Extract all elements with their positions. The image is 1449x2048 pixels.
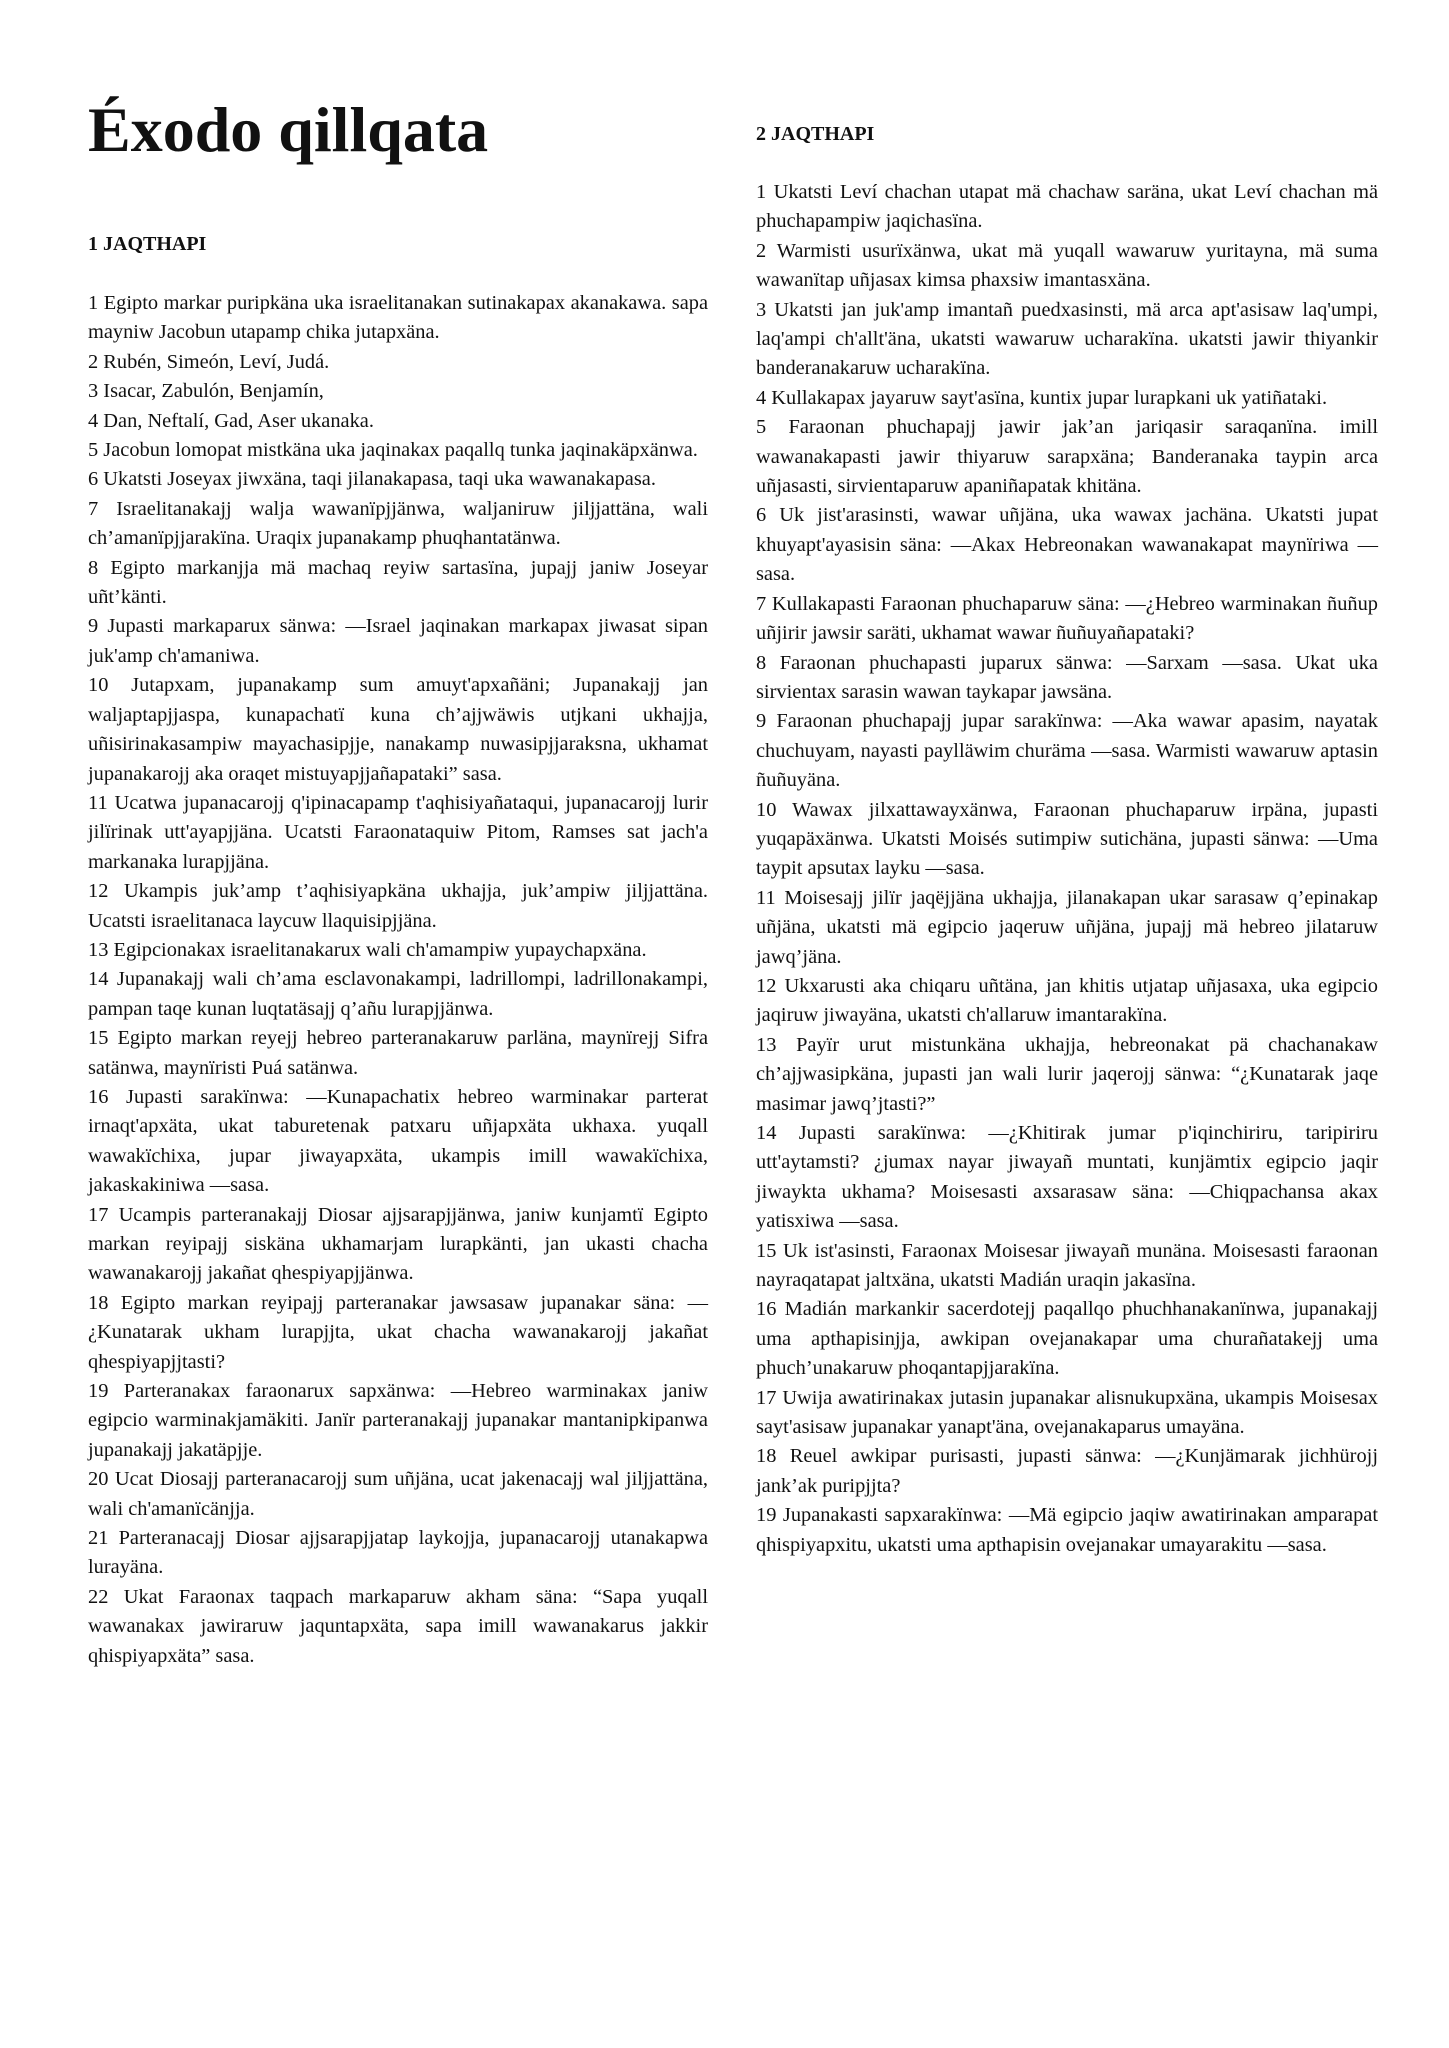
verse: 6 Ukatsti Joseyax jiwxäna, taqi jilanakapasa, taqi uka wawanakapasa.: [88, 468, 656, 491]
verse: 6 Uk jist'arasinsti, wawar uñjäna, uka wawax jachäna. Ukatsti jupat khuyapt'ayasisin säna: —Akax Hebreonakan wawanakapat maynïriwa —sasa.: [756, 504, 1378, 586]
verse: 7 Kullakapasti Faraonan phuchaparuw säna: —¿Hebreo warminakan ñuñup uñjirir jawsir saräti, ukhamat wawar ñuñuyañapataki?: [756, 592, 1378, 645]
verse: 3 Isacar, Zabulón, Benjamín,: [88, 380, 324, 403]
verse: 15 Egipto markan reyejj hebreo parteranakaruw parläna, maynïrejj Sifra satänwa, maynïristi Puá satänwa.: [88, 1027, 708, 1079]
verse: 12 Ukampis juk’amp t’aqhisiyapkäna ukhajja, juk’ampiw jiljjattäna. Ucatsti israelitanaca laycuw llaquisipjjäna.: [88, 880, 708, 932]
verse: 10 Wawax jilxattawayxänwa, Faraonan phuchaparuw irpäna, jupasti yuqapäxänwa. Ukatsti Moisés sutimpiw sutichäna, jupasti sänwa: —Uma taypit apsutax layku —sasa.: [756, 798, 1378, 880]
verse: 20 Ucat Diosajj parteranacarojj sum uñjäna, ucat jakenacajj wal jiljjattäna, wali ch'amanïcänjja.: [88, 1468, 708, 1520]
verse: 14 Jupanakajj wali ch’ama esclavonakampi, ladrillompi, ladrillonakampi, pampan taqe kunan luqtatäsajj q’añu lurapjjänwa.: [88, 968, 708, 1020]
verse: 11 Moisesajj jilïr jaqëjjäna ukhajja, jilanakapan ukar sarasaw q’epinakap uñjäna, ukatsti mä egipcio jaqeruw uñjäna, jupajj mä hebreo jilataruw jawq’jäna.: [756, 886, 1378, 968]
verse: 18 Reuel awkipar purisasti, jupasti sänwa: —¿Kunjämarak jichhürojj jank’ak puripjjta?: [756, 1445, 1378, 1497]
verse: 13 Egipcionakax israelitanakarux wali ch'amampiw yupaychapxäna.: [88, 938, 647, 961]
verse: 2 Rubén, Simeón, Leví, Judá.: [88, 350, 330, 373]
verse: 19 Parteranakax faraonarux sapxänwa: —Hebreo warminakax janiw egipcio warminakjamäkiti. Janïr parteranakajj jupanakar mantanipkipanwa jupanakajj jakatäpjje.: [88, 1380, 708, 1461]
verse: 17 Uwija awatirinakax jutasin jupanakar alisnukupxäna, ukampis Moisesax sayt'asisaw jupanakar yanapt'äna, ovejanakaparus umayäna.: [756, 1386, 1378, 1439]
verse: 1 Egipto markar puripkäna uka israelitanakan sutinakapax akanakawa. sapa mayniw Jacobun utapamp chika jutapxäna.: [88, 292, 708, 344]
chapter-1-verses: [88, 289, 708, 1671]
verse: 5 Faraonan phuchapajj jawir jak’an jariqasir saraqanïna. imill wawanakapasti jawir thiyaruw sarapxäna; Banderanaka taypin arca uñjasasti, sirvientaparuw apaniñapatak khitäna.: [756, 416, 1378, 498]
verse: 11 Ucatwa jupanacarojj q'ipinacapamp t'aqhisiyañataqui, jupanacarojj lurir jilïrinak utt'ayapjjäna. Ucatsti Faraonataquiw Pitom, Ramses sat jach'a markanaka lurapjjäna.: [88, 791, 708, 873]
verse: 8 Egipto markanjja mä machaq reyiw sartasïna, jupajj janiw Joseyar uñt’känti.: [88, 556, 708, 609]
verse: 8 Faraonan phuchapasti juparux sänwa: —Sarxam —sasa. Ukat uka sirvientax sarasin wawan taykapar jawsäna.: [756, 651, 1378, 703]
verse: 18 Egipto markan reyipajj parteranakar jawsasaw jupanakar säna: —¿Kunatarak ukham lurapjjta, ukat chacha wawanakarojj jakañat qhespiyapjjtasti?: [88, 1291, 708, 1373]
verse: 9 Faraonan phuchapajj jupar sarakïnwa: —Aka wawar apasim, nayatak chuchuyam, nayasti paylläwim churäma —sasa. Warmisti wawaruw aptasin ñuñuyäna.: [756, 710, 1378, 792]
verse: 12 Ukxarusti aka chiqaru uñtäna, jan khitis utjatap uñjasaxa, uka egipcio jaqiruw jiwayäna, ukatsti ch'allaruw imantarakïna.: [756, 974, 1378, 1027]
verse: 22 Ukat Faraonax taqpach markaparuw akham säna: “Sapa yuqall wawanakax jawiraruw jaquntapxäta, sapa imill wawanakarus jakkir qhispiyapxäta” sasa.: [88, 1585, 708, 1667]
chapter-2-verses: [756, 178, 1378, 1560]
verse: 4 Kullakapax jayaruw sayt'asïna, kuntix jupar lurapkani uk yatiñataki.: [756, 386, 1328, 409]
verse: 10 Jutapxam, jupanakamp sum amuyt'apxañäni; Jupanakajj jan waljaptapjjaspa, kunapachatï kuna ch’ajjwäwis utjkani ukhajja, uñisirinakasampiw mayachasipjje, nanakamp nuwasipjjaraksna, ukhamat jupanakarojj aka oraqet mistuyapjjañapataki” sasa.: [88, 674, 708, 785]
verse: 16 Jupasti sarakïnwa: —Kunapachatix hebreo warminakar parterat irnaqt'apxäta, ukat taburetenak patxaru uñjapxäta ukhaxa. yuqall wawakïchixa, jupar jiwayapxäta, ukampis imill wawakïchixa, jakaskakiniwa —sasa.: [88, 1085, 708, 1197]
verse: 21 Parteranacajj Diosar ajjsarapjjatap laykojja, jupanacarojj utanakapwa lurayäna.: [88, 1527, 708, 1579]
verse: 2 Warmisti usurïxänwa, ukat mä yuqall wawaruw yuritayna, mä suma wawanïtap uñjasax kimsa phaxsiw imantasxäna.: [756, 239, 1378, 292]
verse: 7 Israelitanakajj walja wawanïpjjänwa, waljaniruw jiljjattäna, wali ch’amanïpjjarakïna. Uraqix jupanakamp phuqhantatänwa.: [88, 497, 708, 550]
verse: 9 Jupasti markaparux sänwa: —Israel jaqinakan markapax jiwasat sipan juk'amp ch'amaniwa.: [88, 615, 708, 667]
document-title: Éxodo qillqata: [88, 94, 489, 165]
chapter-1-heading: 1 JAQTHAPI: [88, 233, 207, 255]
verse: 14 Jupasti sarakïnwa: —¿Khitirak jumar p'iqinchiriru, taripiriru utt'aytamsti? ¿jumax nayar jiwayañ muntati, kunjämtix egipcio jaqir jiwaykta ukhama? Moisesasti axsarasaw säna: —Chiqpachansa akax yatisxiwa —sasa.: [756, 1122, 1378, 1233]
verse: 13 Payïr urut mistunkäna ukhajja, hebreonakat pä chachanakaw ch’ajjwasipkäna, jupasti jan wali lurir jaqerojj sänwa: “¿Kunatarak jaqe masimar jawq’jtasti?”: [756, 1033, 1378, 1115]
verse: 17 Ucampis parteranakajj Diosar ajjsarapjjänwa, janiw kunjamtï Egipto markan reyipajj siskäna ukhamarjam lurapkänti, jan ukasti chacha wawanakarojj jakañat qhespiyapjjänwa.: [88, 1203, 708, 1285]
verse: 16 Madián markankir sacerdotejj paqallqo phuchhanakanïnwa, jupanakajj uma apthapisinjja, awkipan ovejanakapar uma churañatakejj uma phuch’unakaruw phoqantapjjarakïna.: [756, 1298, 1378, 1380]
verse: 4 Dan, Neftalí, Gad, Aser ukanaka.: [88, 409, 374, 432]
verse: 5 Jacobun lomopat mistkäna uka jaqinakax paqallq tunka jaqinakäpxänwa.: [88, 439, 698, 462]
verse: 15 Uk ist'asinsti, Faraonax Moisesar jiwayañ munäna. Moisesasti faraonan nayraqatapat jaltxäna, ukatsti Madián uraqin jakasïna.: [756, 1239, 1378, 1292]
verse: 1 Ukatsti Leví chachan utapat mä chachaw saräna, ukat Leví chachan mä phuchapampiw jaqichasïna.: [756, 181, 1378, 233]
verse: 19 Jupanakasti sapxarakïnwa: —Mä egipcio jaqiw awatirinakan amparapat qhispiyapxitu, ukatsti uma apthapisin ovejanakar umayarakitu —sasa.: [756, 1504, 1378, 1556]
verse: 3 Ukatsti jan juk'amp imantañ puedxasinsti, mä arca apt'asisaw laq'umpi, laq'ampi ch'allt'äna, ukatsti wawaruw ucharakïna. ukatsti jawir thiyankir banderanakaruw ucharakïna.: [756, 298, 1378, 380]
chapter-2-heading: 2 JAQTHAPI: [756, 123, 875, 145]
